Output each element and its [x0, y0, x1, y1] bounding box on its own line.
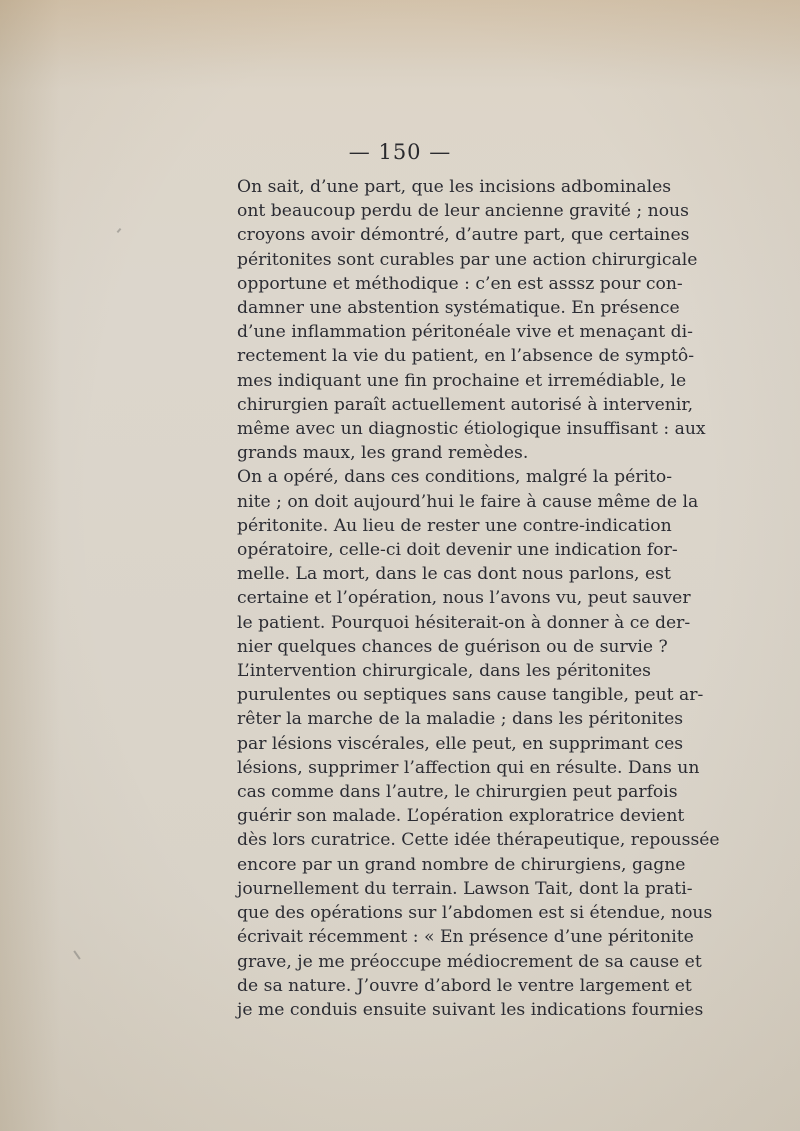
text-line: croyons avoir démontré, d’autre part, que certaines	[237, 225, 690, 246]
text-line: d’une inflammation péritonéale vive et menaçant di-	[237, 322, 693, 343]
text-line: péritonites sont curables par une action chirurgicale	[237, 249, 698, 270]
text-line: mes indiquant une fin prochaine et irremédiable, le	[237, 370, 687, 391]
text-line: grands maux, les grand remèdes.	[237, 443, 529, 464]
body-text	[219, 175, 720, 1022]
text-line: par lésions viscérales, elle peut, en supprimant ces	[237, 733, 684, 754]
text-line: On sait, d’une part, que les incisions adbominales	[237, 177, 672, 197]
text-line: écrivait récemment : « En présence d’une péritonite	[237, 927, 694, 948]
text-line: L’intervention chirurgicale, dans les péritonites	[237, 661, 651, 682]
text-line: nite ; on doit aujourd’hui le faire à cause même de la	[237, 491, 699, 512]
text-line: rêter la marche de la maladie ; dans les péritonites	[237, 709, 684, 730]
text-line: opératoire, celle-ci doit devenir une indication for-	[237, 540, 678, 561]
paragraph-1	[219, 175, 706, 465]
text-line: nier quelques chances de guérison ou de survie ?	[237, 636, 668, 657]
text-line: encore par un grand nombre de chirurgiens, gagne	[237, 854, 686, 875]
page-top-stain	[0, 0, 800, 90]
text-line: rectement la vie du patient, en l’absence de symptô-	[237, 346, 695, 367]
text-line: journellement du terrain. Lawson Tait, dont la prati-	[237, 878, 693, 899]
page-left-shadow	[0, 0, 60, 1131]
paragraph-3	[219, 659, 720, 1022]
text-line: opportune et méthodique : c’en est asssz pour con-	[237, 273, 683, 294]
text-line: damner une abstention systématique. En présence	[237, 298, 680, 319]
text-line: même avec un diagnostic étiologique insuffisant : aux	[237, 419, 706, 440]
text-line: certaine et l’opération, nous l’avons vu, peut sauver	[237, 588, 691, 609]
text-line: péritonite. Au lieu de rester une contre-indication	[237, 515, 672, 536]
text-line: melle. La mort, dans le cas dont nous parlons, est	[237, 564, 671, 585]
text-line: purulentes ou septiques sans cause tangible, peut ar-	[237, 685, 704, 706]
text-line: guérir son malade. L’opération exploratrice devient	[237, 806, 685, 827]
text-line: de sa nature. J’ouvre d’abord le ventre largement et	[237, 975, 692, 996]
text-line: On a opéré, dans ces conditions, malgré la périto-	[237, 467, 673, 488]
text-line: cas comme dans l’autre, le chirurgien peut parfois	[237, 782, 678, 803]
text-line: chirurgien paraît actuellement autorisé à intervenir,	[237, 394, 694, 415]
text-line: lésions, supprimer l’affection qui en résulte. Dans un	[237, 757, 700, 778]
text-line: le patient. Pourquoi hésiterait-on à donner à ce der-	[237, 612, 691, 633]
text-line: je me conduis ensuite suivant les indications fournies	[237, 999, 704, 1020]
paragraph-2	[219, 465, 699, 659]
text-line: ont beaucoup perdu de leur ancienne gravité ; nous	[237, 201, 689, 222]
text-line: dès lors curatrice. Cette idée thérapeutique, repoussée	[237, 830, 720, 851]
paper-speck	[73, 950, 80, 959]
text-line: que des opérations sur l’abdomen est si étendue, nous	[237, 903, 713, 924]
paper-speck	[117, 228, 122, 233]
text-line: grave, je me préoccupe médiocrement de sa cause et	[237, 951, 702, 972]
page-number: — 150 —	[348, 140, 452, 164]
